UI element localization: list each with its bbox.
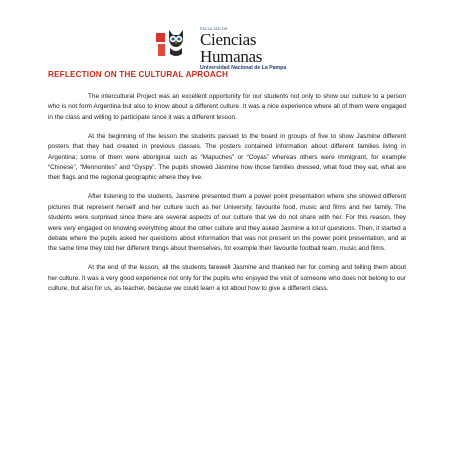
owl-emblem-icon <box>156 24 196 60</box>
paragraph-2: At the beginning of the lesson the students passed to the board in groups of five to show Jasmine different posters that they had created in previous classes. The posters contained information about different families living in Argentina; some of them were aboriginal such as “Mapuches” or “Coyas” whereas others were immigrant, for example “Chinese”, “Mennonites” and “Gyspy”. The pupils showed Jasmine how those families dressed, what food they eat, what are their flags and the regional geographic where they live. <box>48 132 406 182</box>
paragraph-4: At the end of the lesson, all the students farewell Jasmine and thanked her for coming and telling them about her culture. It was a very good experience not only for the pupils who enjoyed the visit of someone who does not belong to our culture, but also for us, as teacher, because we could learn a lot about how to give a different class. <box>48 264 406 293</box>
logo-title: Ciencias Humanas <box>200 30 263 66</box>
paragraph-1: The intercultural Project was an excellent opportunity for our students not only to show our culture to a person who is not form Argentina but also to know about a different culture. It was a nice experience where all of them were engaged in the class and willing to participate since it was a different lesson. <box>48 93 406 121</box>
logo-text <box>200 27 316 71</box>
logo-university: Universidad Nacional de La Pampa <box>200 65 287 71</box>
document-body <box>48 92 406 303</box>
document-heading: REFLECTION ON THE CULTURAL APROACH <box>48 70 229 79</box>
faculty-logo <box>156 24 316 71</box>
paragraph-3: After listening to the students, Jasmine presented them a power point presentation where she showed different pictures that represent herself and her culture such as her University, favourite food, music and films and her family. The students were surprised since there are several aspects of our culture that we do not share with her. For this reason, they were very engaged on knowing everything about the other culture and they asked Jasmine a lot of questions. Then, it started a debate where the pupils asked her questions about information that was not present on the power point presentation, and at the same time they told her different things about themselves, for example their favourite football team, music and films. <box>48 193 406 253</box>
logo-faculty-label: FACULTAD DE <box>200 27 228 31</box>
